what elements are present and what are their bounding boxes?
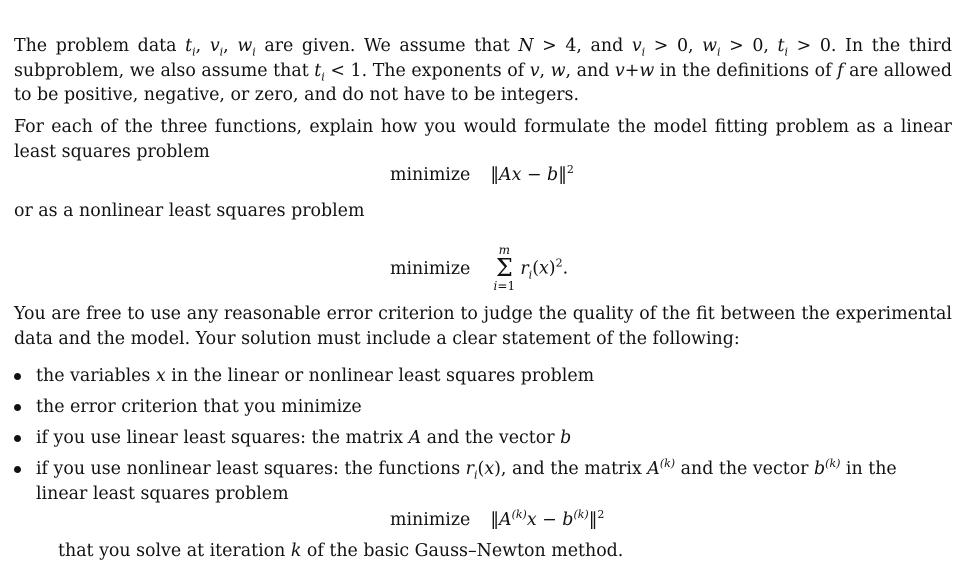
paragraph-formulation: For each of the three functions, explain how you would formulate the model fitting problem as a linear least squares problem — [14, 117, 952, 162]
text-span: in the linear least squares problem — [36, 459, 897, 504]
text-span: the variables — [36, 366, 156, 386]
minimize-keyword: minimize — [390, 258, 471, 279]
text-span: and the vector — [675, 459, 815, 479]
equation-nonlinear-ls: minimize m Σ i=1 $r_i(x)^2$. — [390, 243, 569, 293]
text-span: in the linear or nonlinear least squares problem — [165, 366, 595, 386]
sum-symbol: m Σ i=1 — [493, 243, 516, 293]
text-span: The problem data — [14, 36, 186, 56]
paragraph-criterion: You are free to use any reasonable error criterion to judge the quality of the fit between the experimental data and the model. Your solution must include a clear statement of the following: — [14, 304, 952, 349]
closing-sentence: that you solve at iteration k of the basic Gauss–Newton method. — [58, 541, 624, 561]
list-item: if you use nonlinear least squares: the functions $r_i(x)$, and the matrix $A^{(k)}$ and the vector $b^{(k)}$ in the linear least squares problem — [36, 457, 952, 506]
text-span: . In the third subproblem, we also assume that — [14, 36, 952, 81]
equation-linear-ls: minimize ‖Ax − b‖$^2$ — [390, 163, 574, 185]
list-item: if you use linear least squares: the matrix A and the vector b — [36, 426, 952, 451]
equation-gauss-newton: minimize $‖A^{(k)}x$ − $b^{(k)}‖^2$ — [390, 508, 605, 530]
minimize-keyword: minimize — [390, 165, 471, 185]
text-span: if you use linear least squares: the matrix — [36, 428, 409, 448]
text-span: . The exponents of — [361, 60, 530, 81]
text-span: of the basic Gauss–Newton method. — [301, 541, 624, 561]
text-span: in the definitions of — [654, 60, 838, 81]
paragraph-assumptions: The problem data $t_i$, $v_i$, $w_i$ are given. We assume that N > 4, and $v_i > 0$, $w_i > 0$, $t_i > 0$. In the third subproblem, we also assume that $t_i < 1$. The exponents of v, w, and v+w in the definitions of f are allowed to be positive, negative, or zero, and do not have to be integers. — [14, 36, 952, 105]
list-item: the variables x in the linear or nonlinear least squares problem — [36, 364, 952, 389]
text-span: , and the matrix — [500, 459, 648, 479]
text-span: are given. We assume that — [255, 36, 519, 56]
text-span: if you use nonlinear least squares: the functions — [36, 459, 466, 479]
text-span: that you solve at iteration — [58, 541, 291, 561]
text-span: the error criterion that you minimize — [36, 397, 362, 417]
text-span: are allowed to be positive, negative, or zero, and do not have to be integers. — [14, 60, 952, 105]
paragraph-nonlinear: or as a nonlinear least squares problem — [14, 201, 365, 221]
text-span: and the vector — [421, 428, 561, 448]
list-item — [36, 395, 952, 420]
minimize-keyword: minimize — [390, 510, 471, 530]
